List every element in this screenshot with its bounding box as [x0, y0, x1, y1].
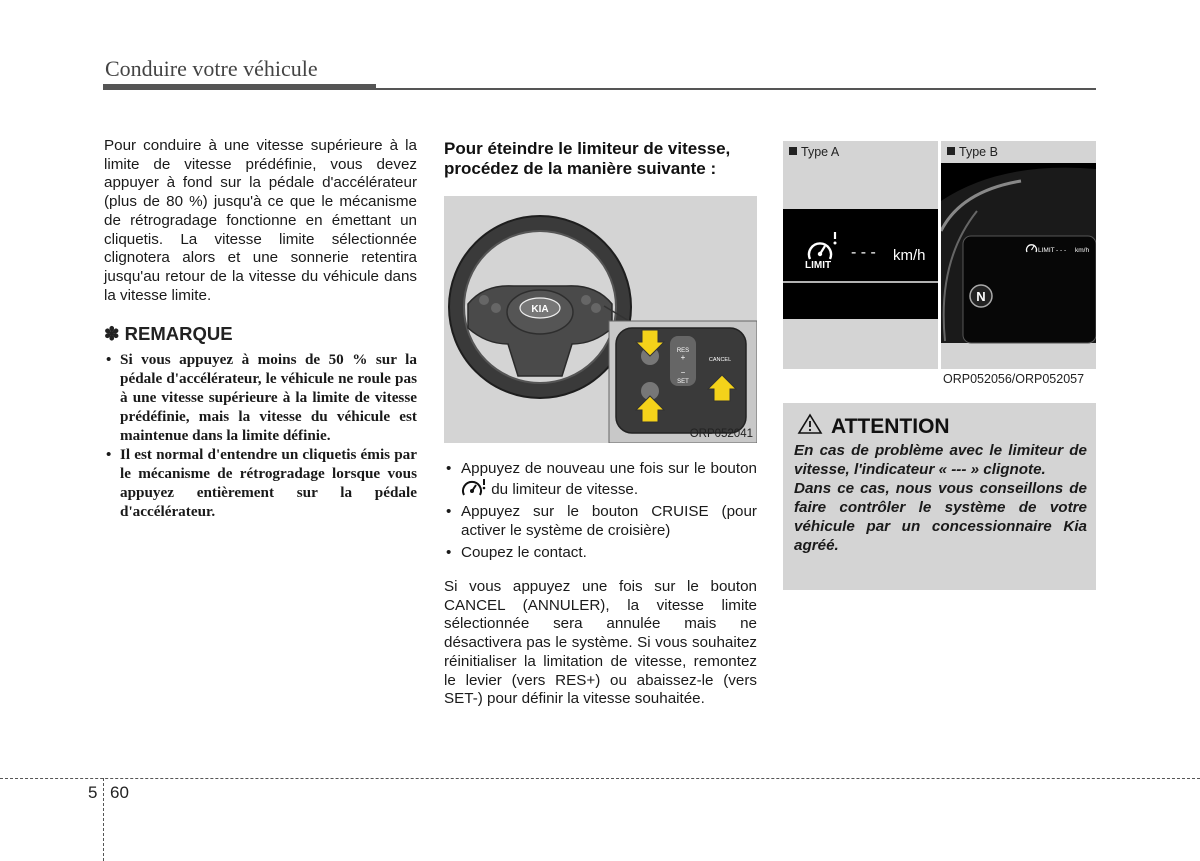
instruction-text: du limiteur de vitesse. — [487, 481, 639, 498]
instruction-item — [444, 459, 757, 499]
svg-text:+: + — [680, 353, 686, 362]
figure-code: ORP052041 — [689, 428, 753, 440]
type-a-display — [783, 141, 938, 369]
attention-paragraph: Dans ce cas, nous vous conseillons de faire contrôler le système de votre véhicule par un concessionnaire Kia agréé. — [794, 480, 1087, 554]
header-rule-thick — [103, 84, 376, 90]
remark-list — [104, 351, 417, 521]
svg-text:SET: SET — [677, 379, 689, 385]
svg-text:CANCEL: CANCEL — [708, 357, 732, 363]
remark-item: • Il est normal d'entendre un cliquetis émis par le mécanisme de rétrogradage lorsque vous appuyez entièrement sur la pédale d'accélérateur. — [104, 446, 417, 522]
figure-code: ORP052056/ORP052057 — [943, 372, 1085, 386]
instruction-item: • Coupez le contact. — [444, 543, 757, 562]
left-column — [104, 137, 417, 521]
remark-item: • Si vous appuyez à moins de 50 % sur la pédale d'accélérateur, le véhicule ne roule pas à une vitesse supérieure à la limite de vitesse prédéfinie, mais la vitesse du véhicule est maintenue dans la limite définie. — [104, 351, 417, 446]
svg-text:km/h: km/h — [1075, 247, 1090, 254]
attention-paragraph: En cas de problème avec le limiteur de vitesse, l'indicateur « --- » clignote. — [794, 442, 1087, 478]
remark-heading: ✽ REMARQUE — [104, 323, 233, 345]
gear-indicator: N — [976, 289, 986, 304]
intro-paragraph: Pour conduire à une vitesse supérieure à la limite de vitesse prédéfinie, vous devez appuyer à fond sur la pédale d'accélérateur (plus de 80 %) jusqu'à ce que le mécanisme de rétrogradage fonctionne en émettant un cliquetis. La vitesse limite sélectionnée clignotera alors et une sonnerie retentira jusqu'au retour de la vitesse du véhicule dans la vitesse limite. — [104, 137, 417, 304]
warning-triangle-icon — [797, 413, 823, 439]
kia-logo-text: KIA — [531, 304, 549, 315]
attention-body — [794, 441, 1087, 555]
attention-heading: ATTENTION — [797, 413, 950, 439]
instruction-list — [444, 459, 757, 562]
steering-wheel-figure — [444, 196, 757, 443]
type-b-display — [941, 141, 1096, 369]
footer-divider — [103, 778, 104, 861]
steering-wheel-illustration — [444, 196, 757, 443]
instruction-item: • Appuyez sur le bouton CRUISE (pour activer le système de croisière) — [444, 502, 757, 540]
page-number: 60 — [110, 783, 129, 802]
type-b-panel — [941, 141, 1096, 369]
instruction-text: Appuyez de nouveau une fois sur le bouton — [461, 460, 757, 477]
svg-text:LIMIT: LIMIT — [1038, 247, 1055, 254]
attention-box — [783, 403, 1096, 590]
svg-text:−: − — [680, 368, 686, 377]
limit-text: LIMIT — [805, 260, 832, 271]
svg-text:RES: RES — [676, 348, 690, 354]
middle-column — [444, 139, 757, 709]
svg-text:- - -: - - - — [1056, 247, 1067, 254]
type-b-label: Type B — [947, 145, 998, 159]
footer-rule — [0, 778, 1200, 779]
type-a-panel — [783, 141, 938, 369]
type-a-label: Type A — [789, 145, 839, 159]
header-rule-thin — [376, 88, 1096, 90]
speed-limiter-icon — [461, 478, 487, 498]
chapter-number: 5 — [88, 783, 98, 802]
page-header-title: Conduire votre véhicule — [105, 56, 318, 81]
speed-unit: km/h — [893, 247, 926, 264]
section-heading: Pour éteindre le limiteur de vitesse, procédez de la manière suivante : — [444, 139, 731, 178]
speed-dashes: - - - — [851, 244, 876, 261]
cancel-paragraph: Si vous appuyez une fois sur le bouton CANCEL (ANNULER), la vitesse limite sélectionnée sera annulée mais ne désactivera pas le système. Si vous souhaitez réinitialiser la limitation de vitesse, remontez le levier (vers RES+) ou abaissez-le (vers SET-) pour définir la vitesse souhaitée. — [444, 578, 757, 708]
